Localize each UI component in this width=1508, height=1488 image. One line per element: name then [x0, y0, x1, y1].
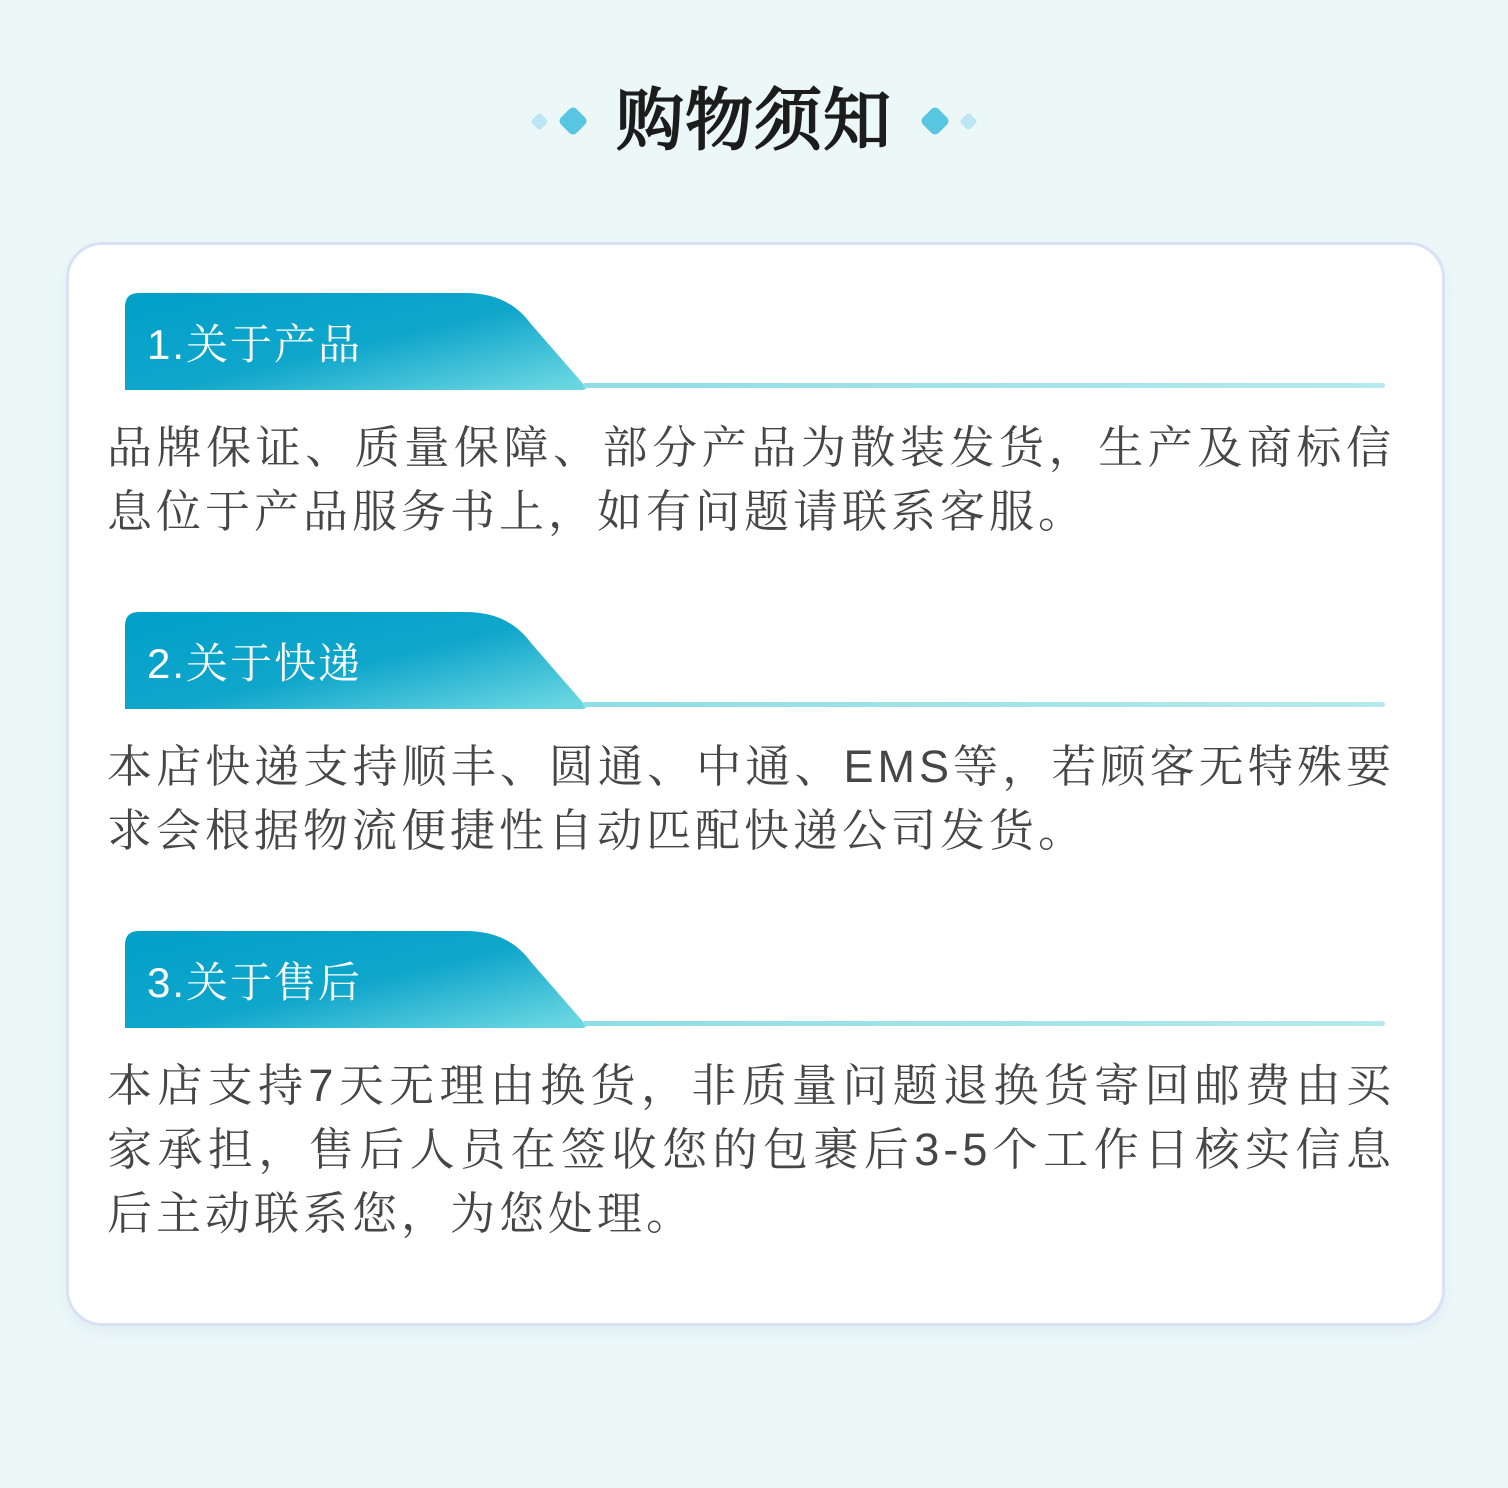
section-2-underline: [583, 702, 1385, 707]
section-1-ribbon: [125, 293, 1395, 390]
section-3-ribbon: [125, 931, 1395, 1028]
notice-card: [66, 242, 1445, 1326]
diamond-small-left-icon: [530, 112, 548, 130]
section-1-heading: 1.关于产品: [147, 320, 363, 368]
section-3-body: 本店支持7天无理由换货，非质量问题退换货寄回邮费由买家承担，售后人员在签收您的包裹后3-5个工作日核实信息后主动联系您，为您处理。: [107, 1060, 1395, 1239]
section-1-body: 品牌保证、质量保障、部分产品为散装发货，生产及商标信息位于产品服务书上，如有问题请联系客服。: [107, 422, 1395, 537]
diamond-large-left-icon: [557, 105, 588, 136]
section-3-underline: [583, 1021, 1385, 1026]
page: [0, 84, 1508, 1488]
section-3-heading: 3.关于售后: [147, 958, 363, 1006]
page-title: 购物须知: [615, 83, 892, 159]
section-1-underline: [583, 383, 1385, 388]
section-2-body: 本店快递支持顺丰、圆通、中通、EMS等，若顾客无特殊要求会根据物流便捷性自动匹配快递公司发货。: [107, 741, 1395, 856]
section-2-heading: 2.关于快递: [147, 639, 363, 687]
section-about-aftersales: [107, 931, 1395, 1246]
shopping-notice-header: [0, 84, 1508, 158]
diamond-large-right-icon: [919, 105, 950, 136]
section-about-product: [107, 293, 1395, 544]
section-2-ribbon: [125, 612, 1395, 709]
diamond-small-right-icon: [959, 112, 977, 130]
section-about-shipping: [107, 612, 1395, 863]
